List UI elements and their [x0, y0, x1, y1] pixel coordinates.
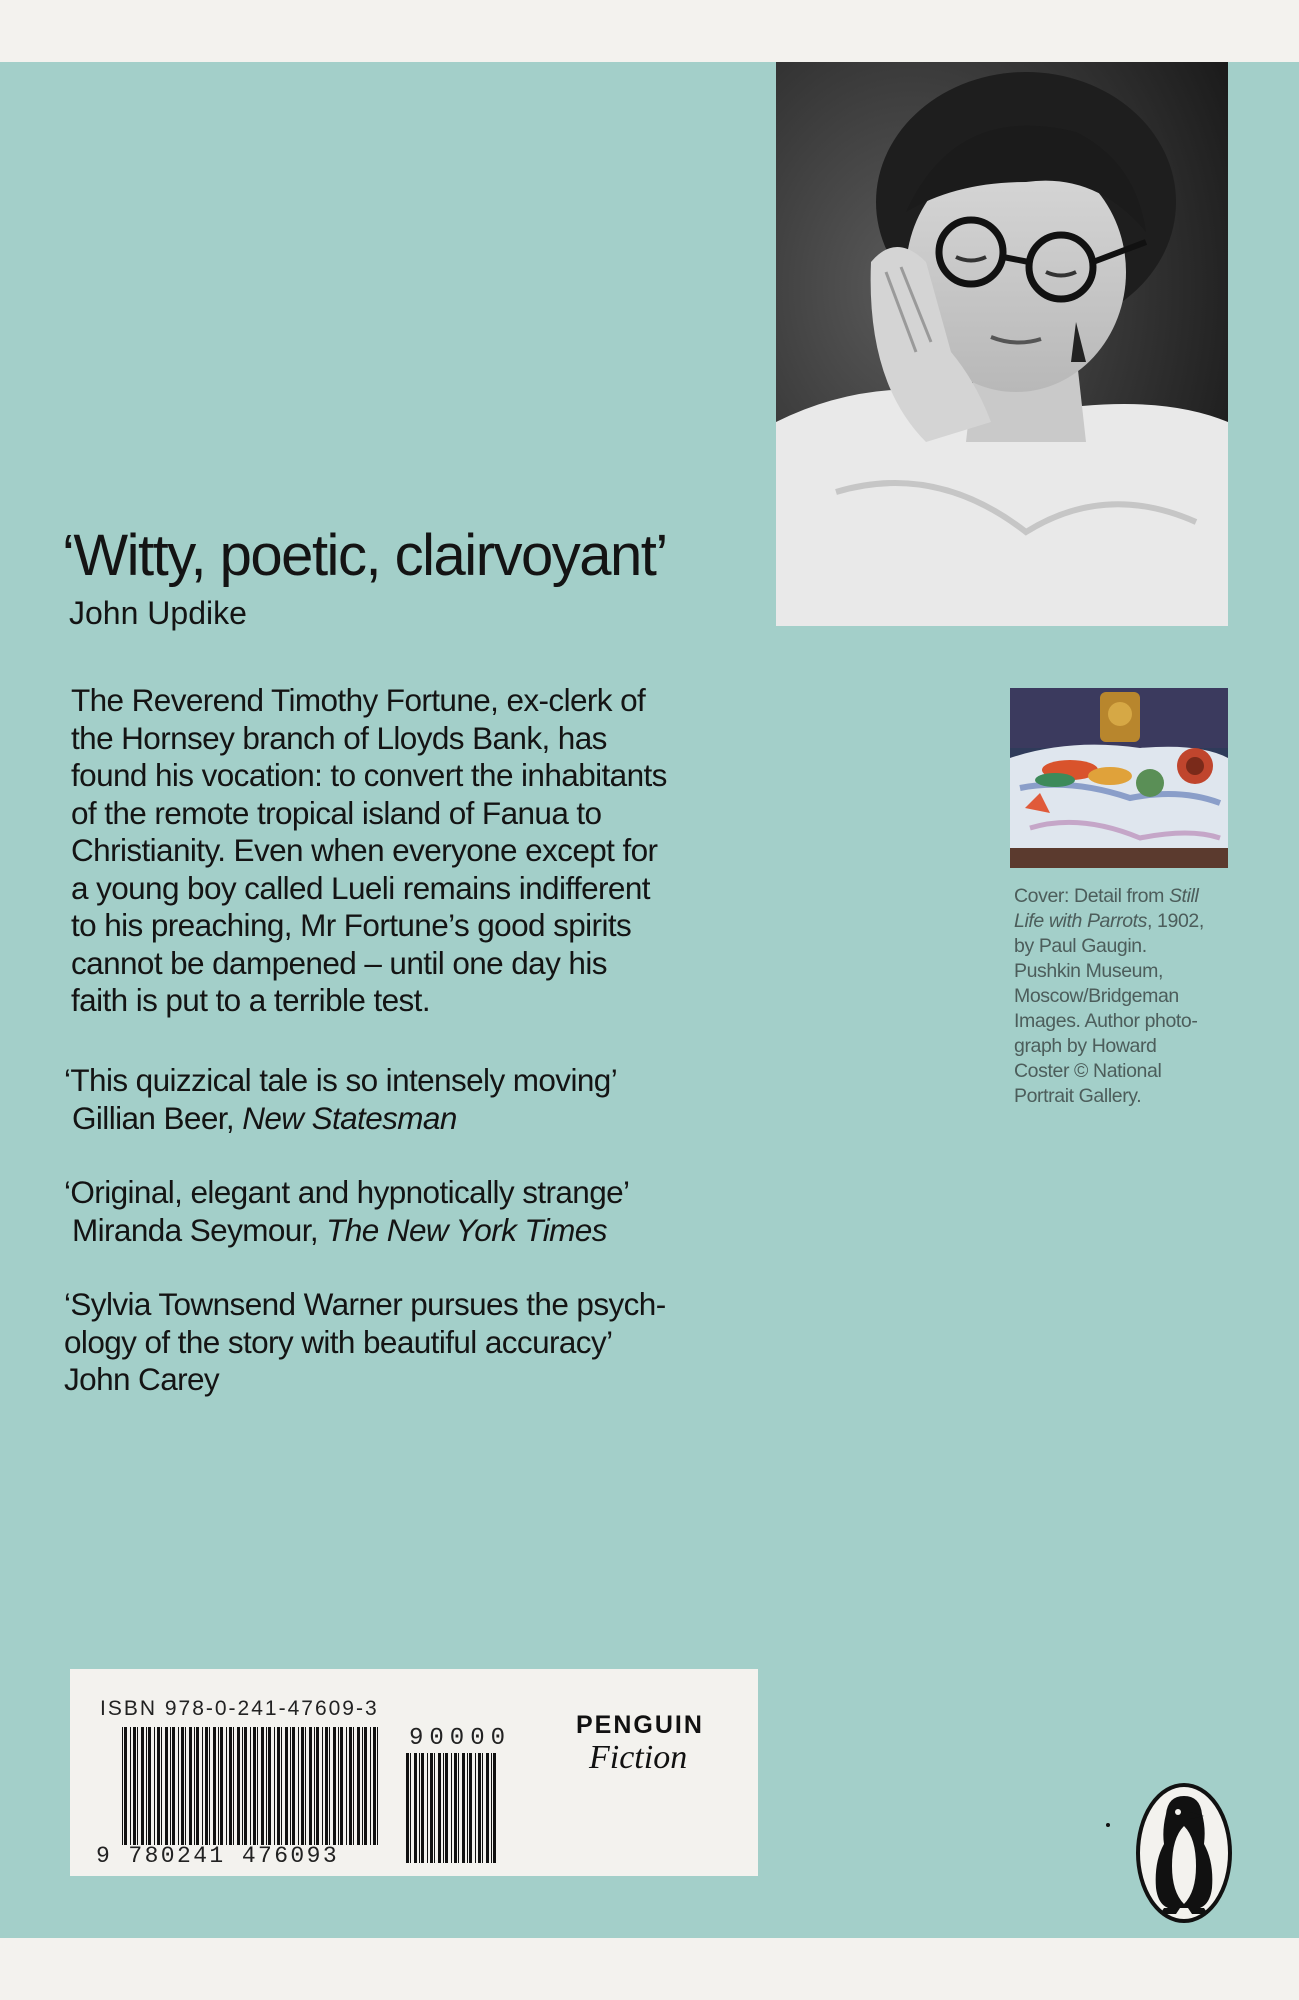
blurb-line: a young boy called Lueli remains indifferent	[71, 869, 650, 906]
barcode-bar	[205, 1727, 208, 1845]
barcode-bar	[427, 1753, 428, 1863]
barcode-bar	[178, 1727, 179, 1845]
barcode-bar	[209, 1727, 210, 1845]
blurb-line: Christianity. Even when everyone except for	[71, 832, 658, 868]
barcode-bar	[213, 1727, 216, 1845]
cover-credit	[1014, 884, 1246, 1109]
review-source	[64, 1212, 784, 1250]
barcode-bar	[462, 1753, 465, 1863]
cover-painting-thumbnail	[1010, 688, 1228, 868]
barcode-bar	[438, 1753, 441, 1863]
barcode-bar	[478, 1753, 481, 1863]
credit-line: Pushkin Museum,	[1014, 960, 1163, 982]
price-addon-digits: 90000	[409, 1725, 512, 1752]
barcode-bar	[185, 1727, 186, 1845]
review-publication: New Statesman	[242, 1099, 457, 1136]
barcode-bar	[242, 1727, 243, 1845]
barcode-bar	[454, 1753, 457, 1863]
barcode-bar	[157, 1727, 160, 1845]
barcode-bar	[154, 1727, 155, 1845]
review-quote	[64, 1062, 784, 1137]
barcode-bar	[445, 1753, 448, 1863]
barcode-bar	[364, 1727, 367, 1845]
barcode-bar	[443, 1753, 444, 1863]
barcode-bar	[316, 1727, 319, 1845]
review-publication: The New York Times	[326, 1211, 607, 1248]
barcode-bar	[469, 1753, 472, 1863]
barcode-bar	[281, 1727, 282, 1845]
author-photograph	[776, 62, 1228, 626]
barcode-bar	[137, 1727, 138, 1845]
barcode-bar	[220, 1727, 223, 1845]
credit-line: graph by Howard	[1014, 1035, 1157, 1057]
barcode-bar	[451, 1753, 452, 1863]
barcode-bar	[141, 1727, 144, 1845]
barcode-bar	[353, 1727, 354, 1845]
credit-line: Coster © National	[1014, 1060, 1162, 1082]
barcode-bar	[237, 1727, 240, 1845]
barcode-bar	[253, 1727, 256, 1845]
review-source	[64, 1361, 784, 1399]
barcode-bar	[410, 1753, 411, 1863]
barcode-bar	[122, 1727, 123, 1845]
painting-title: Still	[1168, 885, 1199, 907]
barcode-bar	[194, 1727, 195, 1845]
barcode-bar	[322, 1727, 323, 1845]
review-text: ‘Sylvia Townsend Warner pursues the psych-	[64, 1286, 666, 1322]
blurb-line: the Hornsey branch of Lloyds Bank, has	[71, 719, 607, 756]
barcode-bar	[261, 1727, 264, 1845]
barcode-bar	[434, 1753, 435, 1863]
reviewer-name: Miranda Seymour,	[72, 1211, 319, 1248]
blurb-line: to his preaching, Mr Fortune’s good spirits	[71, 907, 632, 943]
barcode-bar	[170, 1727, 171, 1845]
barcode-bar	[189, 1727, 192, 1845]
barcode-bar	[277, 1727, 280, 1845]
credit-line: by Paul Gaugin.	[1014, 935, 1147, 957]
barcode-bar	[218, 1727, 219, 1845]
barcode-bar	[482, 1753, 483, 1863]
barcode-panel	[70, 1669, 758, 1876]
barcode-bar	[165, 1727, 168, 1845]
still-life-painting-image	[1010, 688, 1228, 868]
barcode-bar	[370, 1727, 371, 1845]
barcode-bar	[362, 1727, 363, 1845]
back-cover	[0, 62, 1299, 1938]
barcode-bar	[274, 1727, 275, 1845]
headline-quote: ‘Witty, poetic, clairvoyant’	[62, 523, 667, 588]
barcode-bar	[486, 1753, 489, 1863]
barcode-bar	[357, 1727, 360, 1845]
review-text: ‘Original, elegant and hypnotically strange’	[64, 1174, 630, 1210]
publisher-name: PENGUIN	[576, 1711, 704, 1739]
barcode-bar	[146, 1727, 147, 1845]
barcode-bar	[491, 1753, 492, 1863]
barcode-bar	[133, 1727, 136, 1845]
review-quote	[64, 1286, 784, 1399]
barcode-bar	[233, 1727, 234, 1845]
review-quote	[64, 1174, 784, 1249]
blurb-line: cannot be dampened – until one day his	[71, 944, 607, 981]
barcode-bar	[285, 1727, 288, 1845]
barcode-bar	[161, 1727, 162, 1845]
barcode-bar	[377, 1727, 378, 1845]
credit-line: Images. Author photo-	[1014, 1010, 1198, 1032]
headline-attribution: John Updike	[69, 595, 247, 631]
barcode-bar	[346, 1727, 347, 1845]
barcode-bar	[202, 1727, 203, 1845]
barcode-bar	[130, 1727, 131, 1845]
barcode-bar	[421, 1753, 424, 1863]
blurb-line: of the remote tropical island of Fanua to	[71, 794, 602, 831]
barcode-bar	[333, 1727, 336, 1845]
barcode-bar	[406, 1753, 409, 1863]
barcode-bar	[226, 1727, 227, 1845]
isbn-label: ISBN 978-0-241-47609-3	[100, 1697, 379, 1720]
barcode-bar	[196, 1727, 199, 1845]
barcode-bar	[292, 1727, 295, 1845]
barcode-bar	[257, 1727, 258, 1845]
barcode-bar	[172, 1727, 175, 1845]
barcode-bar	[340, 1727, 343, 1845]
barcode-bar	[430, 1753, 433, 1863]
painting-title: Life with Parrots	[1014, 910, 1148, 932]
barcode-bar	[414, 1753, 417, 1863]
blurb-line: The Reverend Timothy Fortune, ex-clerk of	[71, 682, 646, 718]
barcode-bar	[250, 1727, 251, 1845]
barcode-bar	[244, 1727, 247, 1845]
barcode-bar	[309, 1727, 312, 1845]
synopsis-blurb	[71, 682, 771, 1020]
barcode-bar	[301, 1727, 304, 1845]
barcode-bar	[266, 1727, 267, 1845]
credit-line: Moscow/Bridgeman	[1014, 985, 1179, 1007]
ean-digits: 9 780241 476093	[96, 1843, 340, 1869]
ean-barcode	[122, 1727, 384, 1845]
barcode-bar	[298, 1727, 299, 1845]
barcode-bar	[314, 1727, 315, 1845]
barcode-bar	[229, 1727, 232, 1845]
barcode-bar	[325, 1727, 328, 1845]
barcode-bar	[373, 1727, 376, 1845]
addon-barcode	[406, 1753, 498, 1863]
review-text: ology of the story with beautiful accuracy’	[64, 1323, 613, 1360]
penguin-logo-icon	[1134, 1782, 1234, 1924]
barcode-bar	[349, 1727, 352, 1845]
credit-prefix: Cover: Detail from	[1014, 885, 1169, 907]
barcode-bar	[338, 1727, 339, 1845]
reviewer-name: Gillian Beer,	[72, 1099, 235, 1136]
series-name: Fiction	[589, 1739, 688, 1776]
barcode-bar	[458, 1753, 459, 1863]
credit-line: , 1902,	[1147, 910, 1204, 932]
reviewer-name: John Carey	[64, 1361, 220, 1397]
barcode-bar	[268, 1727, 271, 1845]
author-photo-image	[776, 62, 1228, 626]
barcode-bar	[475, 1753, 476, 1863]
barcode-bar	[181, 1727, 184, 1845]
barcode-bar	[419, 1753, 420, 1863]
barcode-bar	[493, 1753, 496, 1863]
barcode-bar	[467, 1753, 468, 1863]
blurb-line: faith is put to a terrible test.	[71, 982, 430, 1018]
barcode-bar	[290, 1727, 291, 1845]
barcode-bar	[329, 1727, 330, 1845]
review-source	[64, 1100, 784, 1138]
review-text: ‘This quizzical tale is so intensely moving’	[64, 1062, 618, 1098]
decorative-dot	[1106, 1823, 1110, 1827]
credit-line: Portrait Gallery.	[1014, 1085, 1142, 1107]
blurb-line: found his vocation: to convert the inhabitants	[71, 757, 667, 793]
barcode-bar	[148, 1727, 151, 1845]
barcode-bar	[305, 1727, 306, 1845]
barcode-bar	[124, 1727, 127, 1845]
